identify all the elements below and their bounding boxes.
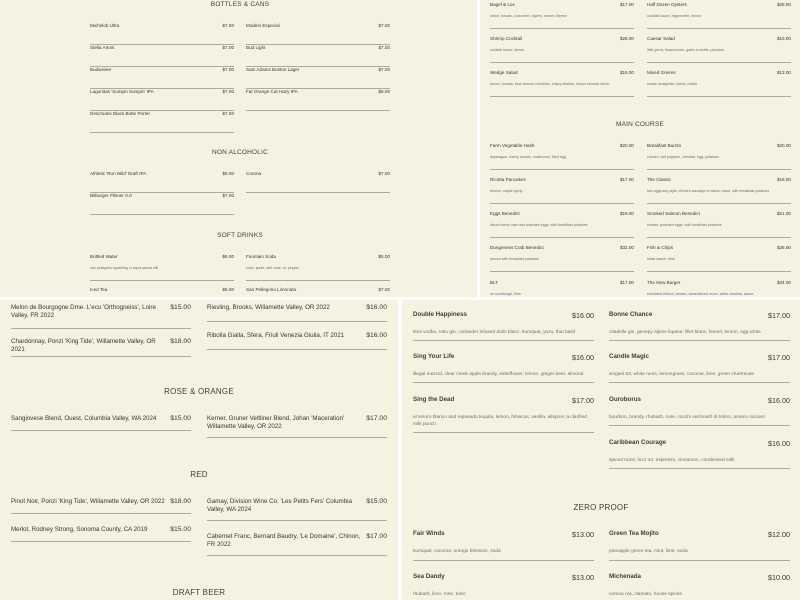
menu-item: Bottled Water $6.00 san pellegrino sparkling or aqua panna still [90,254,234,281]
menu-item: Melon de Bourgogne Dme. L'ecu 'Orthogneiss', Loire Valley, FR 2022 $15.00 [11,304,191,329]
menu-item: Riesling, Brooks, Willamette Valley, OR 2022 $16.00 [207,304,387,322]
menu-item: Bitburger Pilsner 0.0 $7.00 [90,193,234,215]
menu-item: Pinot Noir, Ponzi 'King Tide', Willamette Valley, OR 2022 $18.00 [11,498,191,514]
section-title-soft-drinks: SOFT DRINKS [217,232,263,239]
menu-item: Sea Dandy $13.00 rhubarb, lime, rose, tonic [413,573,594,597]
menu-item: Fair Winds $13.00 kumquat, coconut, orange blossom, soda [413,530,594,561]
section-title-non-alcoholic: NON ALCOHOLIC [211,149,269,156]
menu-item: Lagunitas 'Sumpin Sumpin' IPA $7.00 [90,89,234,111]
menu-item: Michenada $10.00 corona n/a, clamato, house spices [609,573,790,597]
menu-item: Corona $7.00 [246,171,390,193]
menu-item: Chardonnay, Ponzi 'King Tide', Willamette Valley, OR 2021 $18.00 [11,338,191,357]
menu-item: Double Happiness $16.00 titos vodka, roku gin, coriander infused dolin blanc, kumquat, yuzu, thai basil [413,311,594,341]
menu-item: The Classic $18.00 two eggs any style, chicken sausage or bacon, toast, with breakfast potatoes [647,177,791,204]
section-title-red: RED [190,470,208,479]
menu-item: Breakfast Burrito $20.00 chorizo, bell peppers, cheddar, egg, potatoes [647,143,791,170]
menu-item: Shrimp Cocktail $28.00 cocktail sauce, lemon [490,36,634,63]
menu-item: Fountain Soda $5.00 coke, sprite, diet coke, dr. pepper [246,254,390,281]
menu-tile-cocktails [402,300,800,600]
menu-item: Bonne Chance $17.00 citadelle gin, genepy alpine liqueur, lillet blanc, fennel, lemon, egg white [609,311,790,341]
menu-item: Caribbean Courage $16.00 spiced rums, licor 43, espresso, cinnamon, condensed milk [609,439,790,469]
menu-item: Iced Tea $6.00 [90,287,234,292]
section-title-zero-proof: ZERO PROOF [573,503,629,512]
menu-item: Deschutes Black Butte Porter $7.00 [90,111,234,133]
section-title-bottles-cans: BOTTLES & CANS [210,1,270,8]
menu-item: Ouroborus $16.00 bourbon, brandy, rhubarb, rose, cocchi vermouth di torino, amaro ciociaro [609,396,790,426]
menu-item: Fish & Chips $26.00 tartar sauce, fries [647,245,791,272]
menu-item: Half Dozen Oysters $28.00 cocktail sauce, mignonette, lemon [647,2,791,29]
menu-item: Green Tea Mojito $12.00 pineapple green tea, mint, lime, soda [609,530,790,561]
menu-item: Sing the Dead $17.00 el tesoro blanco and reposado tequila, lemon, hibiscus, vanilla, allspice; a clarified milk punch [413,396,594,433]
menu-item: Athletic 'Run Wild' Draft IPA $9.00 [90,171,234,193]
menu-item: The New Burger $24.00 shredded lettuce, tomato, caramelized onion, white cheddar, sauce [647,280,791,296]
section-title-main-course: MAIN COURSE [615,121,665,128]
menu-item: BLT $17.00 on sourdough, fries [490,280,634,296]
menu-item: Bagel & Lox $17.00 onion, tomato, cucumber, capers, cream cheese [490,2,634,29]
menu-item: Bud Light $7.00 [246,45,390,67]
menu-item: Mixed Greens $13.00 house vinaigrette, herbs, radish [647,70,791,97]
menu-item: Candle Magic $17.00 singani 63, white rums, lemongrass, coconut, lime, green chartreuse [609,353,790,383]
menu-item: Dungeness Crab Benedict $32.00 served with breakfast potatoes [490,245,634,272]
menu-item: Merlot, Rodney Strong, Sonoma County, CA 2019 $15.00 [11,526,191,542]
menu-tile-food [480,0,800,297]
menu-item: Cabernet Franc, Bernard Baudry, 'Le Domaine', Chinon, FR 2022 $17.00 [207,533,387,556]
section-title-draft-beer: DRAFT BEER [172,588,226,597]
menu-item: Caesar Salad $19.00 little gems, boquerones, garlic crumble, pecorino [647,36,791,63]
menu-item: Stella Artois $7.00 [90,45,234,67]
menu-item: Ribolla Gialla, Sfera, Friuli Venezia Giulia, IT 2021 $16.00 [207,332,387,350]
menu-item: Sangiovese Blend, Ouest, Columbia Valley, WA 2024 $15.00 [11,415,191,431]
menu-item: Fat Orange Cat Hazy IPA $8.00 [246,89,390,111]
menu-tile-wine [0,300,398,600]
menu-item: Modelo Especial $7.00 [246,23,390,45]
menu-item: Ricotta Pancakes $17.00 berries, maple syrup [490,177,634,204]
menu-item: Kerner, Gruner Veltliner Blend, Johan 'Maceration' Willamette Valley, OR 2022 $17.00 [207,415,387,438]
menu-item: Smoked Salmon Benedict $21.00 tomato, poached eggs, with breakfast potatoes [647,211,791,238]
menu-tile-beer-soft-drinks [0,0,477,297]
menu-item: San Pellegrino Limonata $7.00 [246,287,390,292]
menu-item: Sing Your Life $16.00 illegal mezcal, clear creek apple brandy, elderflower, lemon, ginger beer, almond [413,353,594,383]
section-title-rose-orange: ROSE & ORANGE [164,387,234,396]
menu-item: Budweiser $7.00 [90,67,234,89]
menu-item: Eggs Benedict $18.00 sliced honey ham and poached eggs, with breakfast potatoes [490,211,634,238]
menu-item: Gamay, Division Wine Co. 'Les Petits Fers' Columbia Valley, WA 2024 $15.00 [207,498,387,521]
menu-item: Farm Vegetable Hash $20.00 asparagus, cherry tomato, mushroom, fried egg [490,143,634,170]
menu-item: Michelob Ultra $7.00 [90,23,234,45]
menu-item: Sam Adams Boston Lager $7.00 [246,67,390,89]
menu-item: Wedge Salad $16.00 bacon, tomato, blue cheese crumbles, crispy shallots, house semara ranch [490,70,634,97]
